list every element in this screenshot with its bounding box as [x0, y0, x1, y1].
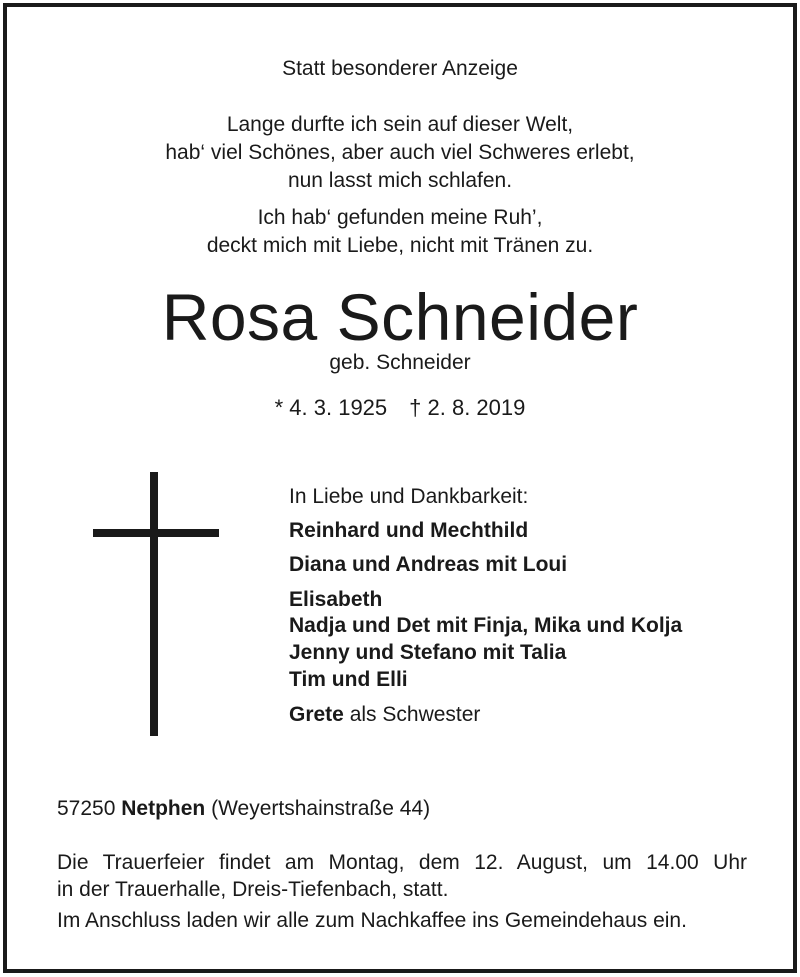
poem-line: Ich hab‘ gefunden meine Ruh’,: [257, 206, 543, 229]
poem-stanza-1: [7, 111, 793, 195]
death-date: † 2. 8. 2019: [409, 395, 526, 420]
mourners-intro: In Liebe und Dankbarkeit:: [289, 485, 529, 508]
funeral-line: in der Trauerhalle, Dreis-Tiefenbach, statt.: [57, 878, 449, 901]
poem-line: nun lasst mich schlafen.: [287, 169, 513, 192]
poem-line: hab‘ viel Schönes, aber auch viel Schweres erlebt,: [165, 141, 635, 164]
maiden-name: geb. Schneider: [329, 351, 471, 374]
life-dates: [7, 395, 793, 421]
mourner-entry: Jenny und Stefano mit Talia: [289, 641, 567, 664]
cross-icon-bar: [93, 529, 219, 537]
street: (Weyertshainstraße 44): [211, 797, 431, 820]
mourner-entry: Reinhard und Mechthild: [289, 519, 529, 542]
city: Netphen: [121, 797, 206, 820]
deceased-name: Rosa Schneider: [161, 280, 639, 354]
cross-icon: [150, 472, 158, 736]
poem-line: deckt mich mit Liebe, nicht mit Tränen zu.: [206, 234, 594, 257]
obituary-notice: [3, 3, 797, 973]
coffee-invitation: Im Anschluss laden wir alle zum Nachkaffee ins Gemeindehaus ein.: [57, 909, 687, 932]
poem-stanza-2: [7, 204, 793, 260]
mourner-entry: Elisabeth: [289, 588, 383, 611]
birth-date: * 4. 3. 1925: [274, 395, 388, 420]
mourner-sister: [289, 703, 682, 727]
postcode: 57250: [57, 797, 116, 820]
mourner-entry: Nadja und Det mit Finja, Mika und Kolja: [289, 614, 683, 637]
mourner-entry: Diana und Andreas mit Loui: [289, 553, 568, 576]
funeral-info: [57, 849, 747, 903]
mourners-list: [289, 485, 682, 727]
headline: Statt besonderer Anzeige: [282, 57, 518, 80]
sister-name: Grete: [289, 703, 344, 726]
mourner-entry: Tim und Elli: [289, 668, 408, 691]
address: [57, 797, 430, 821]
funeral-line: Die Trauerfeier findet am Montag, dem 12. August, um 14.00 Uhr: [57, 851, 747, 874]
poem-line: Lange durfte ich sein auf dieser Welt,: [226, 113, 574, 136]
sister-role: als Schwester: [349, 703, 481, 726]
